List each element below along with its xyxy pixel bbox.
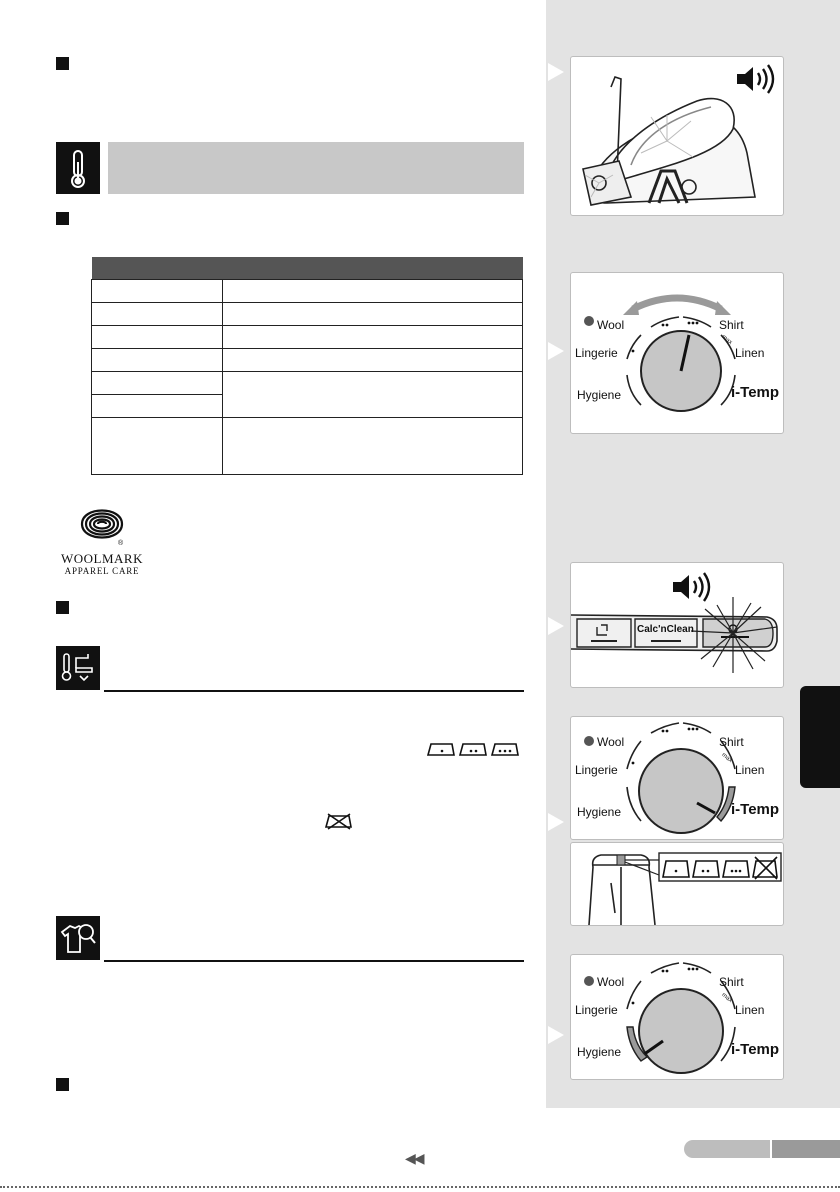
section-divider [104, 960, 524, 962]
table-cell [92, 349, 223, 372]
dial-label-hygiene: Hygiene [577, 805, 622, 819]
temperature-settings-table [91, 257, 523, 475]
table-cell [92, 395, 223, 418]
dial-label-shirt: Shirt [719, 318, 744, 332]
step-bullet-4 [56, 1078, 69, 1091]
speaker-sound-icon [735, 63, 779, 95]
speaker-sound-icon [671, 571, 715, 603]
garment-care-label-illustration [570, 842, 784, 926]
dial-label-hygiene: Hygiene [577, 1045, 622, 1059]
woolmark-logo [48, 498, 156, 580]
dial-label-shirt: Shirt [719, 735, 744, 749]
table-header-cell [223, 257, 523, 280]
woolmark-ball-icon [48, 498, 156, 550]
page-bottom-dotted-line [0, 1186, 840, 1188]
table-row [92, 326, 523, 349]
table-header-row [92, 257, 523, 280]
table-cell [92, 303, 223, 326]
do-not-iron-icon [324, 812, 354, 830]
table-row [92, 372, 523, 395]
dial-label-lingerie: Lingerie [575, 346, 618, 360]
dial-label-itemp: i-Temp [731, 801, 780, 818]
temperature-section-header [56, 142, 524, 194]
thermometer-icon [56, 142, 100, 194]
table-cell [223, 349, 523, 372]
pointer-arrow [548, 1026, 564, 1044]
dial-label-max: max [720, 752, 733, 764]
woolmark-registered: ® [118, 540, 124, 547]
table-cell [223, 326, 523, 349]
temperature-dial-itemp [570, 716, 784, 840]
dial-label-wool: Wool [597, 735, 625, 749]
dial-label-itemp: i-Temp [731, 384, 780, 401]
step-bullet-3 [56, 601, 69, 614]
step-bullet-2 [56, 212, 69, 225]
temperature-header-bar [108, 142, 524, 194]
previous-page-nav-icon[interactable]: ◀◀ [405, 1150, 423, 1166]
step-bullet-1 [56, 57, 69, 70]
table-cell [223, 418, 523, 475]
pointer-arrow [548, 63, 564, 81]
table-cell-merged [223, 372, 523, 418]
table-header-cell [92, 257, 223, 280]
iron-temperature-symbols [426, 740, 522, 758]
dial-label-max: max [720, 334, 733, 346]
temperature-dial-hygiene [570, 954, 784, 1080]
garment-check-icon [56, 916, 100, 960]
table-cell [92, 418, 223, 475]
table-cell [92, 280, 223, 303]
dial-label-shirt: Shirt [719, 975, 744, 989]
dial-label-linen: Linen [735, 1003, 765, 1017]
table-cell [92, 372, 223, 395]
table-row [92, 349, 523, 372]
table-row [92, 280, 523, 303]
dial-label-lingerie: Lingerie [575, 1003, 618, 1017]
language-tab[interactable] [800, 686, 840, 788]
page-indicator-right [772, 1140, 840, 1158]
calc-n-clean-label: Calc'nClean [637, 624, 694, 635]
table-row [92, 418, 523, 475]
pointer-arrow [548, 813, 564, 831]
steam-temperature-icon [56, 646, 100, 690]
dial-label-hygiene: Hygiene [577, 388, 622, 402]
woolmark-title: WOOLMARK [61, 551, 143, 566]
page-indicator-left [684, 1140, 770, 1158]
temperature-dial-rotate [570, 272, 784, 434]
table-cell [223, 303, 523, 326]
dial-label-max: max [720, 992, 733, 1004]
dial-label-lingerie: Lingerie [575, 763, 618, 777]
dial-label-itemp: i-Temp [731, 1041, 780, 1058]
pointer-arrow [548, 342, 564, 360]
pointer-arrow [548, 617, 564, 635]
dial-label-wool: Wool [597, 318, 625, 332]
table-row [92, 303, 523, 326]
woolmark-subtitle: APPAREL CARE [64, 566, 140, 576]
dial-label-wool: Wool [597, 975, 625, 989]
control-bar-illustration [570, 562, 784, 688]
dial-label-linen: Linen [735, 763, 765, 777]
steam-station-illustration [570, 56, 784, 216]
table-cell [92, 326, 223, 349]
table-cell [223, 280, 523, 303]
dial-label-linen: Linen [735, 346, 765, 360]
section-divider [104, 690, 524, 692]
